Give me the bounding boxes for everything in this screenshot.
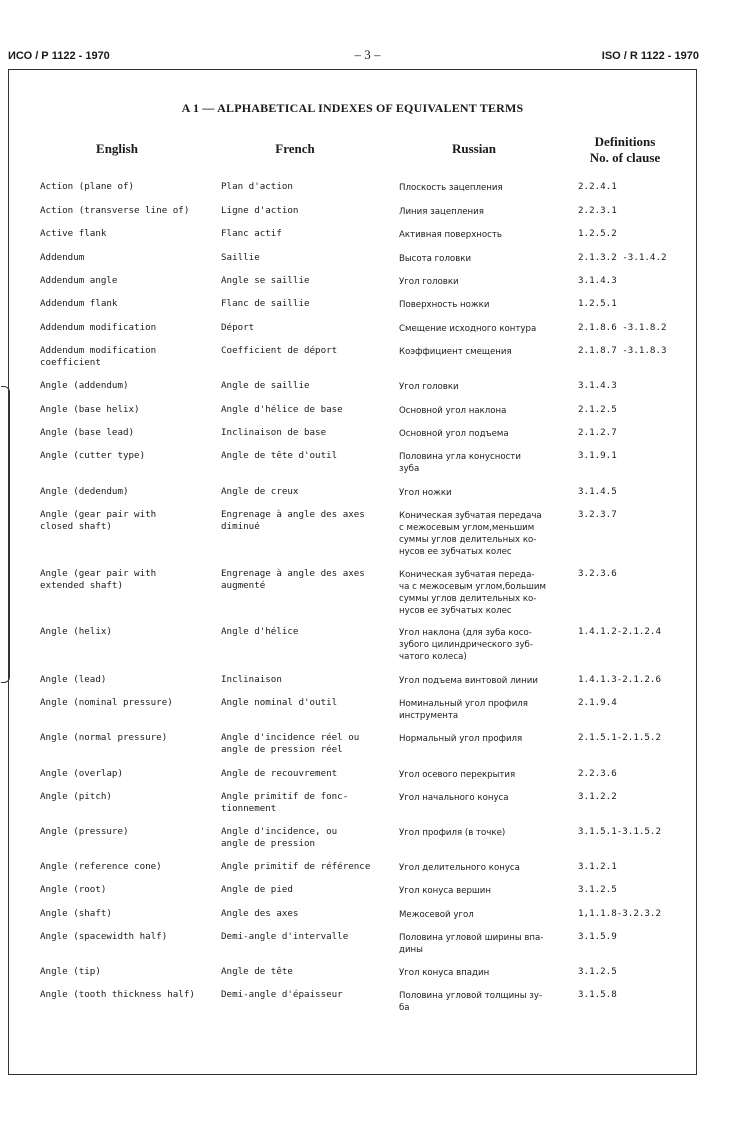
term-french: Angle primitif de fonc- tionnement (221, 791, 349, 814)
definition-clause: 1,1.1.8-3.2.3.2 (578, 908, 661, 919)
term-english: Angle (shaft) (40, 908, 112, 919)
term-english: Addendum angle (40, 275, 118, 286)
term-russian: Угол подъема винтовой линии (399, 676, 538, 686)
term-russian: Угол делительного конуса (399, 863, 520, 873)
term-russian: Плоскость зацепления (399, 183, 503, 193)
term-french: Angle des axes (221, 908, 299, 919)
term-english: Angle (lead) (40, 674, 107, 685)
term-english: Addendum modification (40, 322, 157, 333)
definition-clause: 2.1.9.4 (578, 697, 617, 708)
term-russian: Половина угловой ширины впа- дины (399, 933, 544, 955)
definition-clause: 3.1.5.8 (578, 989, 617, 1000)
term-russian: Угол головки (399, 382, 459, 392)
header-right-code: ISO / R 1122 - 1970 (601, 50, 699, 62)
definition-clause: 3.1.4.3 (578, 275, 617, 286)
term-english: Angle (gear pair with closed shaft) (40, 509, 157, 532)
term-french: Angle d'hélice (221, 626, 299, 637)
term-russian: Угол конуса вершин (399, 886, 491, 896)
term-russian: Коэффициент смещения (399, 347, 512, 357)
term-french: Déport (221, 322, 255, 333)
term-english: Angle (base helix) (40, 404, 140, 415)
definition-clause: 3.1.5.1-3.1.5.2 (578, 826, 661, 837)
term-english: Angle (dedendum) (40, 486, 129, 497)
term-english: Action (transverse line of) (40, 205, 190, 216)
term-english: Angle (addendum) (40, 380, 129, 391)
term-french: Flanc actif (221, 228, 282, 239)
definition-clause: 3.1.5.9 (578, 931, 617, 942)
term-english: Angle (tooth thickness half) (40, 989, 195, 1000)
term-french: Plan d'action (221, 181, 293, 192)
term-french: Coefficient de déport (221, 345, 338, 356)
definition-clause: 3.1.2.5 (578, 966, 617, 977)
term-english: Addendum modification coefficient (40, 345, 157, 368)
page-number: – 3 – (354, 47, 381, 62)
header-left-code: ИСО / Р 1122 - 1970 (8, 50, 110, 62)
term-english: Angle (root) (40, 884, 107, 895)
term-russian: Основной угол наклона (399, 406, 507, 416)
definition-clause: 2.1.8.7 -3.1.8.3 (578, 345, 667, 356)
term-english: Angle (reference cone) (40, 861, 162, 872)
term-english: Angle (overlap) (40, 768, 123, 779)
term-russian: Нормальный угол профиля (399, 734, 523, 744)
margin-bracket (1, 386, 10, 683)
page-frame (8, 69, 697, 1075)
term-russian: Угол конуса впадин (399, 968, 490, 978)
term-russian: Смещение исходного контура (399, 324, 537, 334)
definition-clause: 2.1.2.5 (578, 404, 617, 415)
term-russian: Угол головки (399, 277, 459, 287)
definition-clause: 2.1.3.2 -3.1.4.2 (578, 252, 667, 263)
term-english: Angle (cutter type) (40, 450, 146, 461)
definition-clause: 1.4.1.3-2.1.2.6 (578, 674, 661, 685)
definition-clause: 2.1.8.6 -3.1.8.2 (578, 322, 667, 333)
column-header-english: English (96, 141, 138, 156)
term-english: Active flank (40, 228, 107, 239)
term-russian: Угол профиля (в точке) (399, 828, 506, 838)
term-russian: Поверхность ножки (399, 300, 490, 310)
definition-clause: 1.2.5.2 (578, 228, 617, 239)
term-english: Addendum flank (40, 298, 118, 309)
column-header-russian: Russian (451, 141, 497, 156)
term-english: Angle (gear pair with extended shaft) (40, 568, 157, 591)
term-french: Inclinaison de base (221, 427, 327, 438)
term-french: Engrenage à angle des axes diminué (221, 509, 365, 532)
term-french: Engrenage à angle des axes augmenté (221, 568, 365, 591)
term-russian: Активная поверхность (399, 230, 502, 240)
term-french: Inclinaison (221, 674, 282, 685)
term-english: Angle (helix) (40, 626, 112, 637)
definition-clause: 2.1.2.7 (578, 427, 617, 438)
term-french: Demi-angle d'épaisseur (221, 989, 343, 1000)
definition-clause: 3.2.3.6 (578, 568, 617, 579)
term-english: Angle (normal pressure) (40, 732, 168, 743)
definition-clause: 3.1.2.2 (578, 791, 617, 802)
term-french: Demi-angle d'intervalle (221, 931, 349, 942)
term-russian: Номинальный угол профиля инструмента (399, 699, 528, 721)
definition-clause: 3.1.2.5 (578, 884, 617, 895)
definition-clause: 1.4.1.2-2.1.2.4 (578, 626, 661, 637)
term-french: Ligne d'action (221, 205, 299, 216)
term-russian: Половина угла конусности зуба (399, 452, 521, 474)
term-russian: Основной угол подъема (399, 429, 509, 439)
definition-clause: 3.2.3.7 (578, 509, 617, 520)
column-header-definitions: Definitions No. of clause (589, 134, 661, 165)
term-russian: Половина угловой толщины зу- ба (399, 991, 543, 1013)
term-french: Angle de tête d'outil (221, 450, 338, 461)
term-russian: Угол наклона (для зуба косо- зубого цилиндрического зуб- чатого колеса) (399, 628, 533, 662)
term-english: Angle (tip) (40, 966, 101, 977)
definition-clause: 3.1.9.1 (578, 450, 617, 461)
term-russian: Высота головки (399, 254, 472, 264)
term-french: Angle se saillie (221, 275, 310, 286)
term-russian: Коническая зубчатая переда- ча с межосевым углом,большим суммы углов делительных ко- нусов ее зубчатых колес (399, 570, 546, 616)
term-english: Action (plane of) (40, 181, 135, 192)
term-russian: Коническая зубчатая передача с межосевым углом,меньшим суммы углов делительных ко- нусов ее зубчатых колес (399, 511, 542, 557)
definition-clause: 2.2.3.1 (578, 205, 617, 216)
term-russian: Угол ножки (399, 488, 452, 498)
term-english: Angle (spacewidth half) (40, 931, 168, 942)
term-english: Angle (pressure) (40, 826, 129, 837)
definition-clause: 3.1.2.1 (578, 861, 617, 872)
term-french: Angle d'incidence, ou angle de pression (221, 826, 338, 849)
definition-clause: 1.2.5.1 (578, 298, 617, 309)
term-french: Flanc de saillie (221, 298, 310, 309)
term-russian: Линия зацепления (399, 207, 484, 217)
term-russian: Угол начального конуса (399, 793, 509, 803)
term-french: Angle d'hélice de base (221, 404, 343, 415)
term-french: Saillie (221, 252, 260, 263)
definition-clause: 2.1.5.1-2.1.5.2 (578, 732, 661, 743)
term-french: Angle de creux (221, 486, 299, 497)
term-french: Angle de saillie (221, 380, 310, 391)
definition-clause: 2.2.4.1 (578, 181, 617, 192)
definition-clause: 2.2.3.6 (578, 768, 617, 779)
term-russian: Угол осевого перекрытия (399, 770, 516, 780)
term-french: Angle de tête (221, 966, 293, 977)
term-french: Angle nominal d'outil (221, 697, 338, 708)
term-french: Angle de pied (221, 884, 293, 895)
definition-clause: 3.1.4.3 (578, 380, 617, 391)
column-header-french: French (275, 141, 315, 156)
term-english: Angle (nominal pressure) (40, 697, 173, 708)
term-english: Addendum (40, 252, 85, 263)
term-english: Angle (pitch) (40, 791, 112, 802)
term-russian: Межосевой угол (399, 910, 474, 920)
term-french: Angle de recouvrement (221, 768, 338, 779)
term-french: Angle d'incidence réel ou angle de pression réel (221, 732, 360, 755)
term-english: Angle (base lead) (40, 427, 135, 438)
definition-clause: 3.1.4.5 (578, 486, 617, 497)
term-french: Angle primitif de référence (221, 861, 371, 872)
index-title: A 1 — ALPHABETICAL INDEXES OF EQUIVALENT TERMS (181, 101, 524, 115)
